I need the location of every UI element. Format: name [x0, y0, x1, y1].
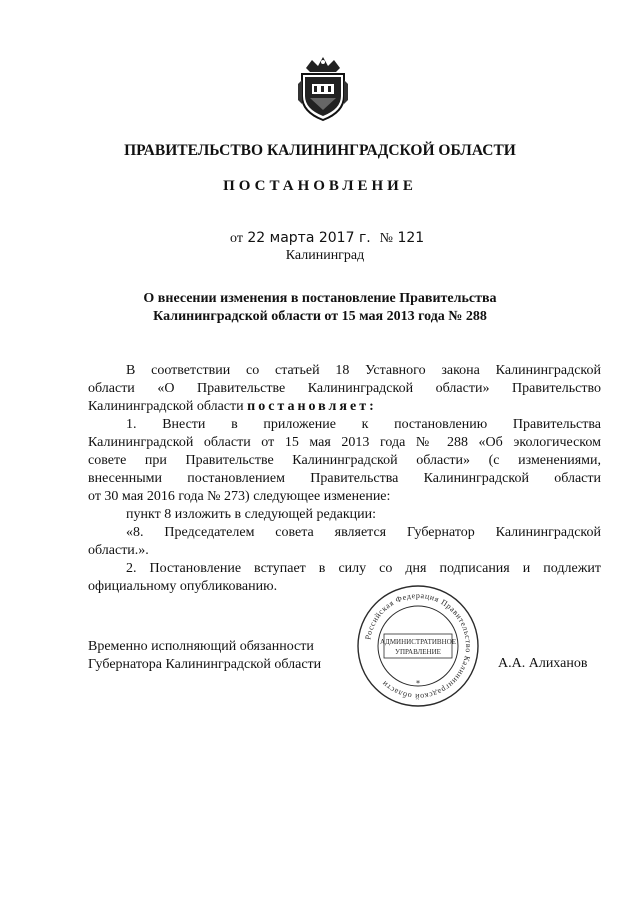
body-line: Калининградской области от 15 мая 2013 года № 288 «Об экологическом	[88, 435, 601, 450]
date-line	[230, 230, 424, 247]
resolves-keyword: постановляет:	[247, 399, 377, 414]
body-line: пункт 8 изложить в следующей редакции:	[126, 507, 376, 522]
signer-name: А.А. Алиханов	[498, 656, 588, 671]
body-line: 2. Постановление вступает в силу со дня подписания и подлежит	[126, 561, 601, 576]
body-line: области.».	[88, 543, 149, 558]
subject-line: О внесении изменения в постановление Правительства	[143, 291, 497, 306]
signer-position-line: Губернатора Калининградской области	[88, 657, 322, 672]
body-line: 1. Внести в приложение к постановлению Правительства	[126, 417, 601, 432]
official-seal	[356, 584, 480, 708]
signer-position-line: Временно исполняющий обязанности	[88, 639, 314, 654]
coat-of-arms-icon	[296, 54, 350, 122]
date-value: 22 марта 2017 г.	[247, 230, 371, 246]
body-line: «8. Председателем совета является Губернатор Калининградской	[126, 525, 601, 540]
svg-text:*: *	[416, 679, 420, 688]
body-line	[88, 398, 601, 416]
body-line: В соответствии со статьей 18 Уставного закона Калининградской	[126, 363, 601, 378]
city: Калининград	[285, 248, 365, 263]
subject-line: Калининградской области от 15 мая 2013 года № 288	[153, 309, 487, 324]
body-line: официальному опубликованию.	[88, 579, 278, 594]
document-body	[88, 362, 601, 596]
svg-text:Российская Федерация Правитель: Российская Федерация Правительство Калининградской области	[363, 590, 474, 702]
body-line: области «О Правительстве Калининградской области» Правительство	[88, 381, 601, 396]
body-line: внесенными постановлением Правительства Калининградской области	[88, 471, 601, 486]
date-prefix: от	[230, 231, 243, 246]
body-line: совете при Правительстве Калининградской области» (с изменениями,	[88, 453, 601, 468]
subject	[0, 290, 640, 326]
svg-text:АДМИНИСТРАТИВНОЕ: АДМИНИСТРАТИВНОЕ	[380, 638, 456, 646]
svg-text:УПРАВЛЕНИЕ: УПРАВЛЕНИЕ	[395, 648, 441, 656]
government-title: ПРАВИТЕЛЬСТВО КАЛИНИНГРАДСКОЙ ОБЛАСТИ	[124, 142, 516, 159]
document-type: ПОСТАНОВЛЕНИЕ	[223, 178, 417, 194]
number-prefix: №	[379, 231, 394, 246]
body-line: от 30 мая 2016 года № 273) следующее изменение:	[88, 489, 391, 504]
body-text: Калининградской области	[88, 399, 244, 414]
number-value: 121	[397, 230, 425, 246]
signer-position	[88, 638, 321, 674]
